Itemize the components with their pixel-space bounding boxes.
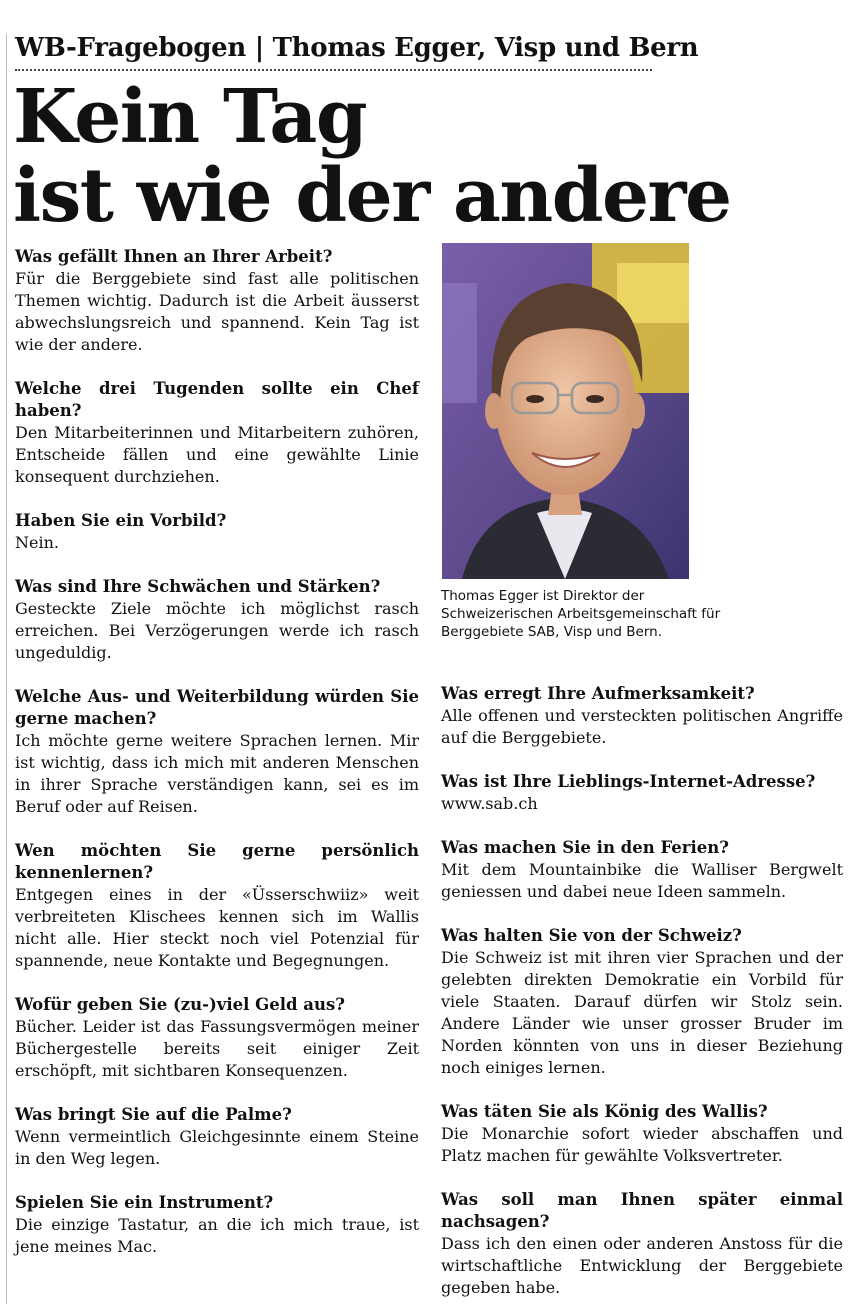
question: Was machen Sie in den Ferien? <box>441 838 729 857</box>
answer: Den Mitarbeiterinnen und Mitarbeitern zuhören, Entscheide fällen und eine gewählte Linie konsequent durchziehen. <box>15 423 419 486</box>
question: Was soll man Ihnen später einmal nachsagen? <box>441 1190 843 1231</box>
left-column <box>15 246 419 1258</box>
question: Welche drei Tugenden sollte ein Chef haben? <box>15 379 419 420</box>
question: Wen möchten Sie gerne persönlich kennenlernen? <box>15 841 419 882</box>
answer: Entgegen eines in der «Üsserschwiiz» weit verbreiteten Klischees kennen sich im Wallis nicht alle. Hier steckt noch viel Potenzial für spannende, neue Kontakte und Begegnungen. <box>15 885 419 970</box>
answer: Dass ich den einen oder anderen Anstoss für die wirtschaftliche Entwicklung der Berggebiete gegeben habe. <box>441 1234 843 1297</box>
question: Was ist Ihre Lieblings-Internet-Adresse? <box>441 772 816 791</box>
answer: Die Monarchie sofort wieder abschaffen und Platz machen für gewählte Volksvertreter. <box>441 1124 843 1165</box>
qa-item <box>15 840 419 972</box>
answer: Ich möchte gerne weitere Sprachen lernen. Mir ist wichtig, dass ich mich mit anderen Menschen in ihrer Sprache verständigen kann, sei es im Beruf oder auf Reisen. <box>15 731 419 816</box>
kicker-divider <box>15 69 652 71</box>
kicker: WB-Fragebogen | Thomas Egger, Visp und Bern <box>15 33 699 63</box>
answer: Bücher. Leider ist das Fassungsvermögen meiner Büchergestelle bereits seit einiger Zeit erschöpft, mit sichtbaren Konsequenzen. <box>15 1017 419 1080</box>
answer: Für die Berggebiete sind fast alle politischen Themen wichtig. Dadurch ist die Arbeit äusserst abwechslungsreich und spannend. Kein Tag ist wie der andere. <box>15 269 419 354</box>
answer: Die einzige Tastatur, an die ich mich traue, ist jene meines Mac. <box>15 1215 419 1256</box>
qa-item <box>15 1104 419 1170</box>
question: Wofür geben Sie (zu-)viel Geld aus? <box>15 995 345 1014</box>
qa-item <box>15 686 419 818</box>
answer: www.sab.ch <box>441 794 538 813</box>
headline <box>13 74 731 239</box>
qa-item <box>441 925 843 1079</box>
question: Was bringt Sie auf die Palme? <box>15 1105 292 1124</box>
answer: Gesteckte Ziele möchte ich möglichst rasch erreichen. Bei Verzögerungen werde ich rasch ungeduldig. <box>15 599 419 662</box>
question: Was gefällt Ihnen an Ihrer Arbeit? <box>15 247 333 266</box>
qa-item <box>15 994 419 1082</box>
answer: Mit dem Mountainbike die Walliser Bergwelt geniessen und dabei neue Ideen sammeln. <box>441 860 843 901</box>
qa-item <box>15 576 419 664</box>
question: Was sind Ihre Schwächen und Stärken? <box>15 577 381 596</box>
qa-item <box>441 837 843 903</box>
answer: Die Schweiz ist mit ihren vier Sprachen und der gelebten direkten Demokratie ein Vorbild für viele Staaten. Darauf dürfen wir Stolz sein. Andere Länder wie unser grosser Bruder im Norden könnten von uns in dieser Beziehung noch einiges lernen. <box>441 948 843 1077</box>
question: Spielen Sie ein Instrument? <box>15 1193 274 1212</box>
photo-caption: Thomas Egger ist Direktor der Schweizerischen Arbeitsgemeinschaft für Berggebiete SAB, Visp und Bern. <box>441 588 721 640</box>
qa-item <box>441 1101 843 1167</box>
right-column <box>441 683 843 1299</box>
qa-item <box>15 246 419 356</box>
question: Was täten Sie als König des Wallis? <box>441 1102 768 1121</box>
question: Welche Aus- und Weiterbildung würden Sie gerne machen? <box>15 687 419 728</box>
question: Was erregt Ihre Aufmerksamkeit? <box>441 684 755 703</box>
qa-item <box>441 683 843 749</box>
question: Haben Sie ein Vorbild? <box>15 511 227 530</box>
portrait-photo <box>442 243 689 579</box>
qa-item <box>441 771 843 815</box>
column-rule <box>6 34 7 1304</box>
answer: Nein. <box>15 533 59 552</box>
headline-line-2: ist wie der andere <box>13 153 731 239</box>
question: Was halten Sie von der Schweiz? <box>441 926 742 945</box>
qa-item <box>441 1189 843 1299</box>
answer: Wenn vermeintlich Gleichgesinnte einem Steine in den Weg legen. <box>15 1127 419 1168</box>
qa-item <box>15 1192 419 1258</box>
portrait-photo-icon <box>442 243 689 579</box>
answer: Alle offenen und versteckten politischen Angriffe auf die Berggebiete. <box>441 706 843 747</box>
headline-line-1: Kein Tag <box>13 74 367 160</box>
qa-item <box>15 510 419 554</box>
qa-item <box>15 378 419 488</box>
